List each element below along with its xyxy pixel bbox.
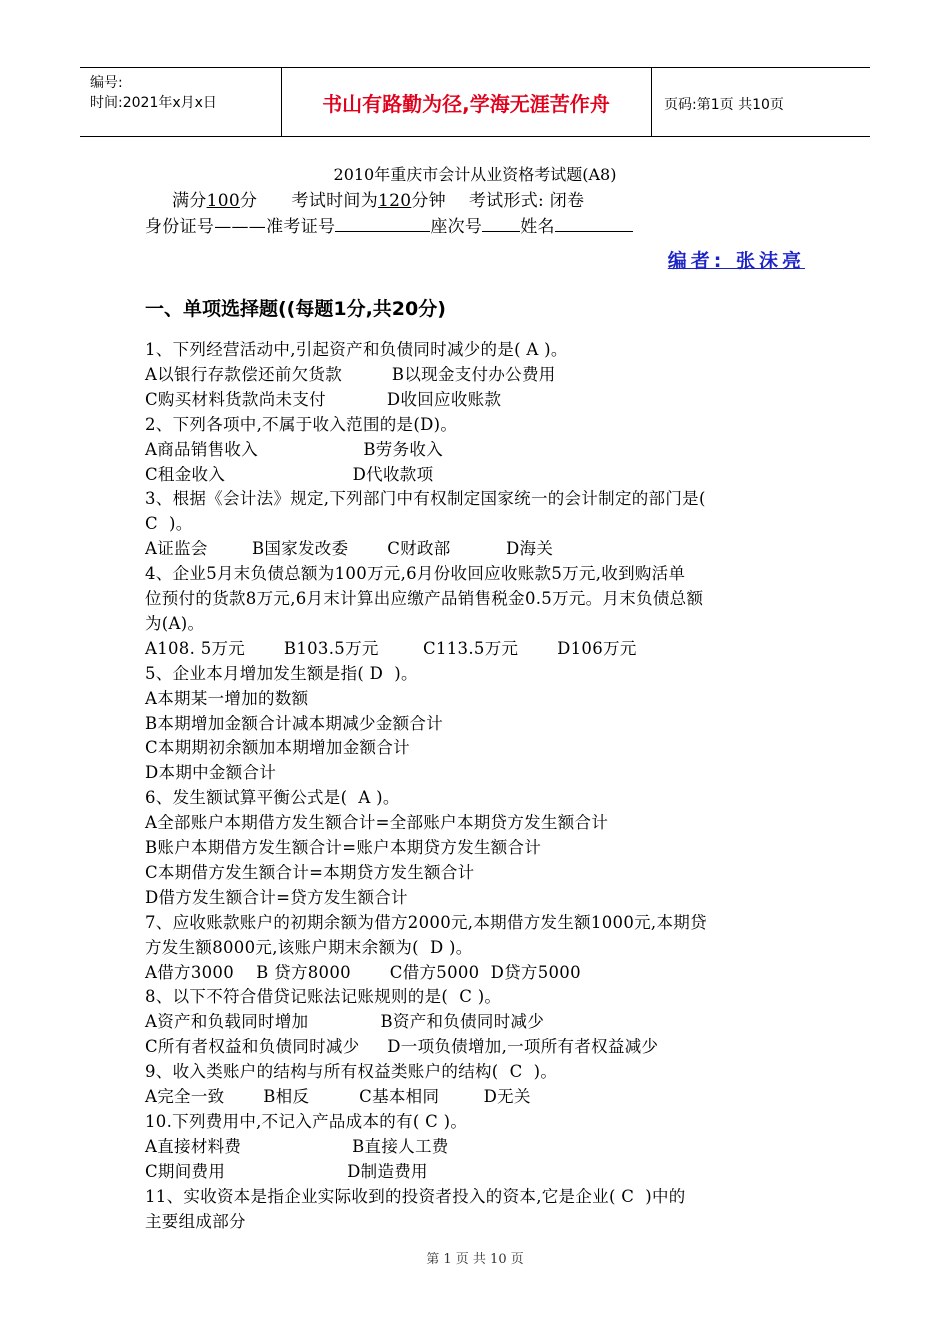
question-line-q7a: A借方3000 B 贷方8000 C借方5000 D贷方5000 [145,962,581,982]
question-line-q5d: D本期中金额合计 [145,763,277,783]
page-footer: 第 1 页 共 10 页 [426,1252,524,1267]
id-label: 身份证号———准考证号 [145,217,336,237]
identity-line [145,212,633,237]
question-line-q6b: B账户本期借方发生额合计=账户本期贷方发生额合计 [145,838,542,857]
editor-credit: 编者: 张沫亮 [667,250,805,272]
time-post: 分钟 [411,191,446,211]
question-line-q11: 11、实收资本是指企业实际收到的投资者投入的资本,它是企业( C )中的 [145,1186,686,1206]
question-line-q6c: C本期借方发生额合计=本期贷方发生额合计 [145,862,475,882]
section-heading: 一、单项选择题((每题1分,共20分) [145,298,446,320]
question-line-q5a: A本期某一增加的数额 [145,688,309,708]
question-line-q5b: B本期增加金额合计减本期减少金额合计 [145,713,444,733]
exam-form: 考试形式: 闭卷 [468,191,585,211]
exam-info [172,186,584,211]
question-line-q9: 9、收入类账户的结构与所有权益类账户的结构( C )。 [145,1062,558,1082]
header-page-label: 页码:第1页 共10页 [664,97,784,113]
number-label: 编号: [90,75,123,91]
seat-label: 座次号 [430,217,483,237]
exam-title: 2010年重庆市会计从业资格考试题(A8) [333,165,617,184]
question-line-q3a: A证监会 B国家发改委 C财政部 D海关 [145,539,554,559]
seat-blank [482,217,520,232]
question-line-q10: 10.下列费用中,不记入产品成本的有( C )。 [145,1111,468,1131]
question-line-q5: 5、企业本月增加发生额是指( D )。 [145,663,418,683]
question-line-q10a: A直接材料费 B直接人工费 [145,1136,449,1156]
name-label: 姓名 [520,217,555,237]
time-value: 120 [378,191,412,211]
question-line-q11c: 主要组成部分 [145,1211,246,1231]
exam-number-blank [335,217,430,232]
question-line-q7c: 方发生额8000元,该账户期末余额为( D )。 [145,937,473,957]
question-line-q4c2: 为(A)。 [145,613,205,633]
header-meta [80,68,280,136]
question-line-q8: 8、以下不符合借贷记账法记账规则的是( C )。 [145,987,502,1007]
question-line-q3: 3、根据《会计法》规定,下列部门中有权制定国家统一的会计制定的部门是( [145,489,706,509]
question-line-q9a: A完全一致 B相反 C基本相同 D无关 [145,1087,531,1106]
header-motto: 书山有路勤为径,学海无涯苦作舟 [322,92,610,116]
question-line-q8b: C所有者权益和负债同时减少 D一项负债增加,一项所有者权益减少 [145,1037,659,1057]
score-post: 分 [239,191,258,211]
question-line-q6: 6、发生额试算平衡公式是( A )。 [145,788,400,808]
question-line-q6d: D借方发生额合计=贷方发生额合计 [145,887,408,907]
question-line-q2a: A商品销售收入 B劳务收入 [145,439,443,459]
question-line-q3c: C )。 [145,514,193,534]
question-line-q10b: C期间费用 D制造费用 [145,1161,428,1181]
time-label: 时间:2021年x月x日 [90,95,217,111]
question-line-q4: 4、企业5月末负债总额为100万元,6月份收回应收账款5万元,收到购活单 [145,564,686,584]
name-blank [555,217,633,232]
question-line-q4a: A108. 5万元 B103.5万元 C113.5万元 D106万元 [145,638,637,658]
question-line-q2b: C租金收入 D代收款项 [145,464,434,484]
header-divider [651,68,652,136]
question-line-q1b: C购买材料货款尚未支付 D收回应收账款 [145,389,502,409]
question-line-q8a: A资产和负载同时增加 B资产和负债同时减少 [145,1012,545,1032]
time-pre: 考试时间为 [291,191,379,211]
question-line-q1: 1、下列经营活动中,引起资产和负债同时减少的是( A )。 [145,340,568,359]
question-line-q5c: C本期期初余额加本期增加金额合计 [145,738,410,758]
question-line-q2: 2、下列各项中,不属于收入范围的是(D)。 [145,414,458,434]
question-line-q7: 7、应收账款账户的初期余额为借方2000元,本期借方发生额1000元,本期贷 [145,912,707,932]
score-pre: 满分 [172,191,207,211]
page-header [80,67,870,137]
question-line-q6a: A全部账户本期借方发生额合计=全部账户本期贷方发生额合计 [145,813,609,833]
question-line-q1a: A以银行存款偿还前欠货款 B以现金支付办公费用 [145,364,556,384]
score-value: 100 [206,191,240,211]
question-line-q4c1: 位预付的货款8万元,6月末计算出应缴产品销售税金0.5万元。月末负债总额 [145,589,704,608]
